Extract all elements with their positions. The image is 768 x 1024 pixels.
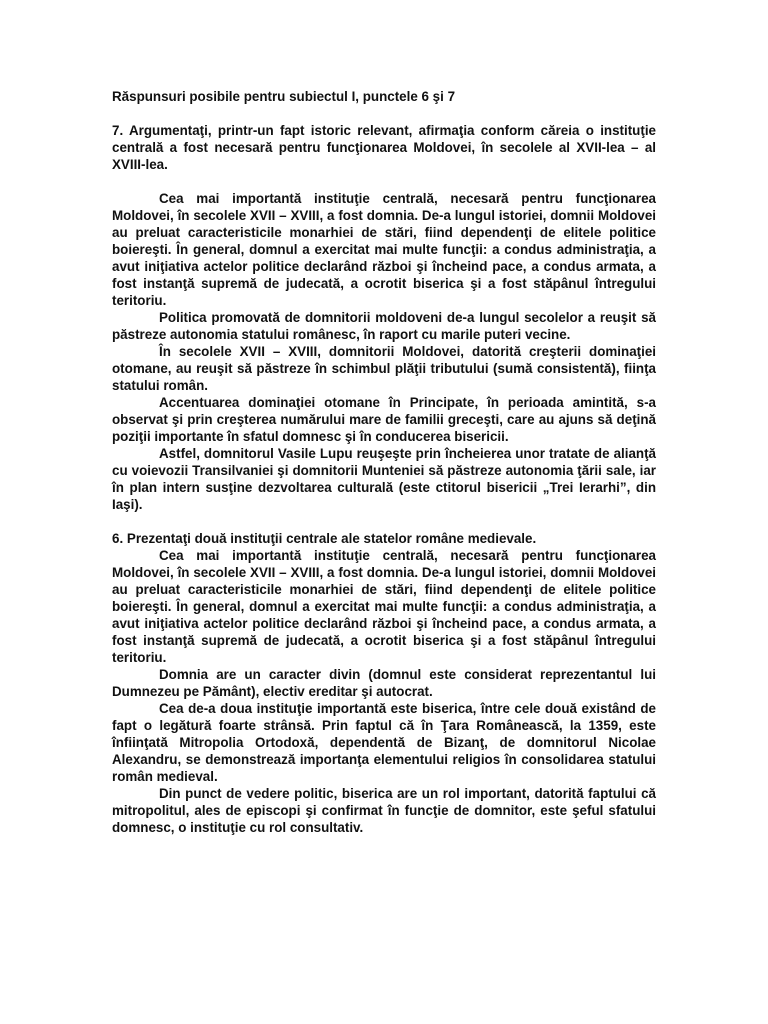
answer-7-paragraph: Accentuarea dominaţiei otomane în Principate, în perioada amintită, s-a observat şi prin creşterea numărului mare de familii greceşti, care au ajuns să deţină poziţii importante în sfatul domnesc şi în conducerea bisericii. <box>112 395 656 444</box>
document-page <box>112 88 656 836</box>
section-question-6 <box>112 530 656 836</box>
answer-6-paragraph: Cea de-a doua instituţie importantă este biserica, între cele două existând de fapt o legătură foarte strânsă. Prin faptul că în Ţara Românească, la 1359, este înfiinţată Mitropolia Ortodoxă, dependentă de Bizanţ, de domnitorul Nicolae Alexandru, se demonstrează importanţa elementului religios în consolidarea statului român medieval. <box>112 701 656 784</box>
answer-7-paragraph: În secolele XVII – XVIII, domnitorii Moldovei, datorită creşterii dominaţiei otomane, au reuşit să păstreze în schimbul plăţii tributului (sumă consistentă), fiinţa statului român. <box>112 344 656 393</box>
question-7-heading: 7. Argumentaţi, printr-un fapt istoric relevant, afirmaţia conform căreia o instituţie centrală a fost necesară pentru funcţionarea Moldovei, în secolele al XVII-lea – al XVIII-lea. <box>112 123 656 172</box>
answer-7-paragraph: Cea mai importantă instituţie centrală, necesară pentru funcţionarea Moldovei, în secolele XVII – XVIII, a fost domnia. De-a lungul istoriei, domnii Moldovei au preluat caracteristicile monarhiei de stări, fiind dependenţi de elitele politice boiereşti. În general, domnul a exercitat mai multe funcţii: a condus administraţia, a avut iniţiativa actelor politice declarând război şi încheind pace, a condus armata, a fost instanţă supremă de judecată, a ocrotit biserica şi a fost stăpânul întregului teritoriu. <box>112 191 656 308</box>
answer-6-paragraph: Din punct de vedere politic, biserica are un rol important, datorită faptului că mitropolitul, ales de episcopi şi confirmat în funcţie de domnitor, este şeful sfatului domnesc, o instituţie cu rol consultativ. <box>112 786 656 835</box>
answer-7-paragraph: Politica promovată de domnitorii moldoveni de-a lungul secolelor a reuşit să păstreze autonomia statului românesc, în raport cu marile puteri vecine. <box>112 310 656 342</box>
section-question-7 <box>112 122 656 513</box>
answer-6-paragraph: Domnia are un caracter divin (domnul este considerat reprezentantul lui Dumnezeu pe Pământ), electiv ereditar şi autocrat. <box>112 667 656 699</box>
document-title: Răspunsuri posibile pentru subiectul I, punctele 6 şi 7 <box>112 89 456 104</box>
answer-6-paragraph: Cea mai importantă instituţie centrală, necesară pentru funcţionarea Moldovei, în secolele XVII – XVIII, a fost domnia. De-a lungul istoriei, domnii Moldovei au preluat caracteristicile monarhiei de stări, fiind dependenţi de elitele politice boiereşti. În general, domnul a exercitat mai multe funcţii: a condus administraţia, a avut iniţiativa actelor politice declarând război şi încheind pace, a condus armata, a fost instanţă supremă de judecată, a ocrotit biserica şi a fost stăpânul întregului teritoriu. <box>112 548 656 665</box>
answer-7-paragraph: Astfel, domnitorul Vasile Lupu reuşeşte prin încheierea unor tratate de alianţă cu voievozii Transilvaniei şi domnitorii Munteniei să păstreze autonomia ţării sale, iar în plan intern susţine dezvoltarea culturală (este ctitorul bisericii „Trei Ierarhi”, din Iaşi). <box>112 446 656 512</box>
question-6-heading: 6. Prezentaţi două instituţii centrale ale statelor române medievale. <box>112 531 537 546</box>
